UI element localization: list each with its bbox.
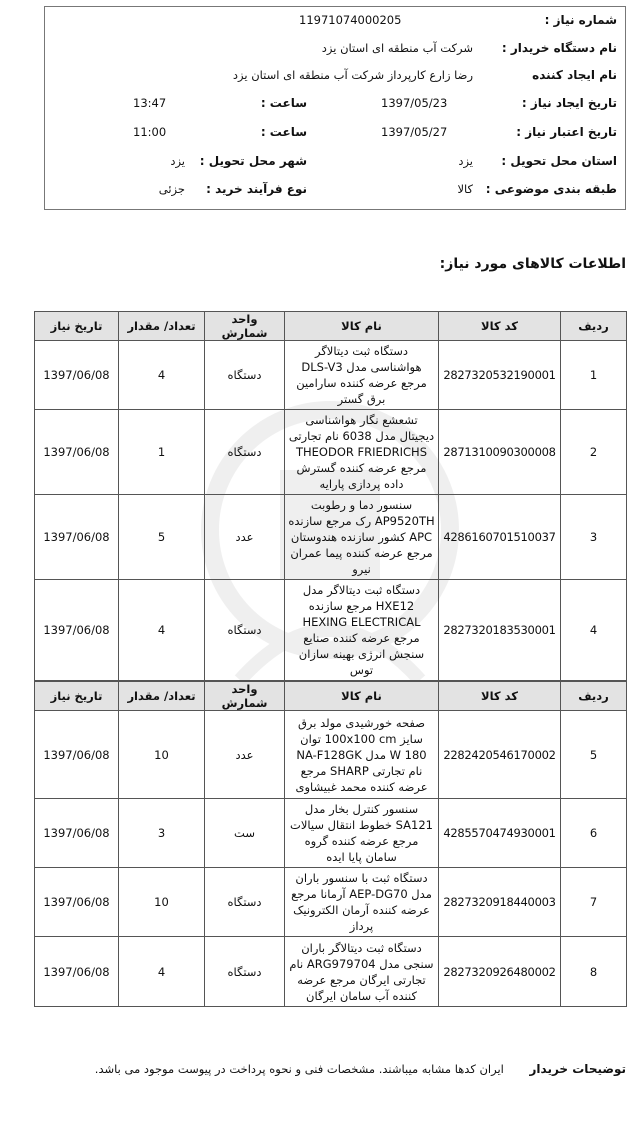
item-date: 1397/06/08 bbox=[35, 580, 119, 681]
item-name: دستگاه ثبت دیتالاگر مدل HXE12 مرجع سازنده HEXING ELECTRICAL مرجع عرضه کننده صنایع سنجش انرژی بهینه سازان توس bbox=[285, 580, 439, 681]
row-number: 5 bbox=[561, 711, 627, 799]
section-title: اطلاعات کالاهای مورد نیاز: bbox=[439, 256, 626, 272]
item-unit: دستگاه bbox=[205, 341, 285, 410]
item-unit: عدد bbox=[205, 711, 285, 799]
table-row bbox=[35, 410, 627, 495]
item-qty: 10 bbox=[119, 711, 205, 799]
table-row bbox=[35, 341, 627, 410]
col-row: ردیف bbox=[561, 682, 627, 711]
need-info-box bbox=[44, 6, 626, 210]
item-code: 2282420546170002 bbox=[439, 711, 561, 799]
item-qty: 5 bbox=[119, 495, 205, 580]
buyer-org-row bbox=[45, 41, 625, 69]
creator-value: رضا زارع کارپرداز شرکت آب منطقه ای استان یزد bbox=[232, 68, 473, 82]
created-time-value: 13:47 bbox=[133, 96, 167, 110]
row-number: 7 bbox=[561, 868, 627, 937]
item-code: 2827320532190001 bbox=[439, 341, 561, 410]
delivery-row bbox=[45, 154, 625, 182]
creator-row bbox=[45, 68, 625, 96]
table-row bbox=[35, 580, 627, 681]
created-date-value: 1397/05/23 bbox=[381, 96, 448, 110]
item-date: 1397/06/08 bbox=[35, 495, 119, 580]
item-date: 1397/06/08 bbox=[35, 799, 119, 868]
row-number: 2 bbox=[561, 410, 627, 495]
col-code: کد کالا bbox=[439, 312, 561, 341]
row-number: 6 bbox=[561, 799, 627, 868]
item-qty: 4 bbox=[119, 341, 205, 410]
validity-time-value: 11:00 bbox=[133, 125, 167, 139]
item-code: 2827320918440003 bbox=[439, 868, 561, 937]
table-row bbox=[35, 799, 627, 868]
item-name: سنسور کنترل بخار مدل SA121 خطوط انتقال سیالات مرجع عرضه کننده گروه سامان پایا ایده bbox=[285, 799, 439, 868]
validity-date-value: 1397/05/27 bbox=[381, 125, 448, 139]
item-unit: ست bbox=[205, 799, 285, 868]
item-qty: 1 bbox=[119, 410, 205, 495]
item-date: 1397/06/08 bbox=[35, 711, 119, 799]
item-qty: 4 bbox=[119, 580, 205, 681]
table-row bbox=[35, 711, 627, 799]
item-code: 2827320926480002 bbox=[439, 937, 561, 1007]
validity-date-label: تاریخ اعتبار نیاز : bbox=[516, 125, 617, 139]
category-value: کالا bbox=[457, 182, 473, 196]
item-name: سنسور دما و رطوبت AP9520TH رک مرجع سازنده APC کشور سازنده هندوستان مرجع عرضه کننده پیما عمران نیرو bbox=[285, 495, 439, 580]
item-unit: دستگاه bbox=[205, 580, 285, 681]
item-unit: دستگاه bbox=[205, 868, 285, 937]
item-unit: دستگاه bbox=[205, 410, 285, 495]
validity-date-row bbox=[45, 125, 625, 153]
created-date-label: تاریخ ایجاد نیاز : bbox=[521, 96, 617, 110]
col-unit: واحد شمارش bbox=[205, 682, 285, 711]
item-date: 1397/06/08 bbox=[35, 868, 119, 937]
table-header-row bbox=[35, 682, 627, 711]
col-qty: تعداد/ مقدار bbox=[119, 312, 205, 341]
item-date: 1397/06/08 bbox=[35, 341, 119, 410]
item-name: صفحه خورشیدی مولد برق سایز 100x100 cm توان 180 W مدل NA-F128GK نام تجارتی SHARP مرجع عرضه کننده محمد غبیشاوی bbox=[285, 711, 439, 799]
process-value: جزئی bbox=[158, 182, 185, 196]
item-name: دستگاه ثبت دیتالاگر باران سنجی مدل ARG979704 نام تجارتی ایرگان مرجع عرضه کننده آب سامان ایرگان bbox=[285, 937, 439, 1007]
row-number: 4 bbox=[561, 580, 627, 681]
item-unit: عدد bbox=[205, 495, 285, 580]
table-header-row bbox=[35, 312, 627, 341]
item-code: 2871310090300008 bbox=[439, 410, 561, 495]
item-date: 1397/06/08 bbox=[35, 410, 119, 495]
item-name: دستگاه ثبت با سنسور باران مدل AEP-DG70 آرمانا مرجع عرضه کننده آرمان الکترونیک پرداز bbox=[285, 868, 439, 937]
item-qty: 10 bbox=[119, 868, 205, 937]
buyer-org-label: نام دستگاه خریدار : bbox=[501, 41, 617, 55]
delivery-city-label: شهر محل تحویل : bbox=[199, 154, 307, 168]
col-name: نام کالا bbox=[285, 682, 439, 711]
need-number-row bbox=[45, 13, 625, 41]
need-number-value: 11971074000205 bbox=[299, 13, 402, 27]
col-name: نام کالا bbox=[285, 312, 439, 341]
table-row bbox=[35, 937, 627, 1007]
item-name: تشعشع نگار هواشناسی دیجیتال مدل 6038 نام تجارتی THEODOR FRIEDRICHS مرجع عرضه کننده گسترش داده پردازی پارایه bbox=[285, 410, 439, 495]
process-label: نوع فرآیند خرید : bbox=[206, 182, 307, 196]
buyer-notes-label: توضیحات خریدار bbox=[529, 1062, 626, 1076]
col-unit: واحد شمارش bbox=[205, 312, 285, 341]
item-code: 2827320183530001 bbox=[439, 580, 561, 681]
delivery-province-label: استان محل تحویل : bbox=[501, 154, 617, 168]
delivery-province-value: یزد bbox=[458, 154, 473, 168]
table-row bbox=[35, 868, 627, 937]
col-row: ردیف bbox=[561, 312, 627, 341]
item-qty: 4 bbox=[119, 937, 205, 1007]
category-label: طبقه بندی موضوعی : bbox=[485, 182, 617, 196]
category-row bbox=[45, 182, 625, 210]
col-date: تاریخ نیاز bbox=[35, 682, 119, 711]
col-date: تاریخ نیاز bbox=[35, 312, 119, 341]
validity-time-label: ساعت : bbox=[260, 125, 307, 139]
col-qty: تعداد/ مقدار bbox=[119, 682, 205, 711]
table-row bbox=[35, 495, 627, 580]
need-number-label: شماره نیاز : bbox=[544, 13, 617, 27]
buyer-org-value: شرکت آب منطقه ای استان یزد bbox=[321, 41, 473, 55]
item-unit: دستگاه bbox=[205, 937, 285, 1007]
items-table-2 bbox=[34, 681, 627, 1007]
row-number: 3 bbox=[561, 495, 627, 580]
delivery-city-value: یزد bbox=[170, 154, 185, 168]
buyer-notes bbox=[40, 1062, 626, 1076]
created-time-label: ساعت : bbox=[260, 96, 307, 110]
item-date: 1397/06/08 bbox=[35, 937, 119, 1007]
row-number: 1 bbox=[561, 341, 627, 410]
row-number: 8 bbox=[561, 937, 627, 1007]
items-table-1 bbox=[34, 311, 627, 681]
buyer-notes-text: ایران کدها مشابه میباشند. مشخصات فنی و نحوه پرداخت در پیوست موجود می باشد. bbox=[94, 1062, 504, 1076]
creator-label: نام ایجاد کننده bbox=[532, 68, 617, 82]
item-qty: 3 bbox=[119, 799, 205, 868]
item-code: 4285570474930001 bbox=[439, 799, 561, 868]
item-code: 4286160701510037 bbox=[439, 495, 561, 580]
col-code: کد کالا bbox=[439, 682, 561, 711]
created-date-row bbox=[45, 96, 625, 124]
item-name: دستگاه ثبت دیتالاگر هواشناسی مدل DLS-V3 مرجع عرضه کننده سارامین برق گستر bbox=[285, 341, 439, 410]
